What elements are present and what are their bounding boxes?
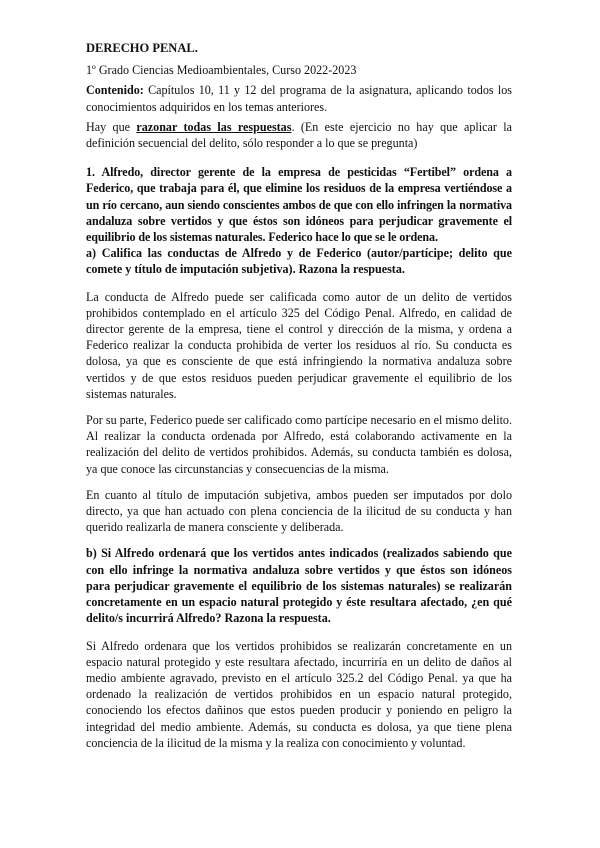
document-title: DERECHO PENAL.: [86, 41, 198, 55]
question-b: b) Si Alfredo ordenará que los vertidos antes indicados (realizados sabiendo que con ello infringe la normativa andaluza sobre vertidos y que éstos son idóneos para perjudicar gravemente el equilibrio de los sistemas naturales) se realizarán concretamente en un espacio natural protegido y éste resultara afectado, ¿en qué delito/s incurrirá Alfredo? Razona la respuesta.: [86, 546, 512, 626]
contenido-paragraph: [86, 82, 512, 114]
document-body: [86, 40, 512, 761]
answer-a-paragraph-3: En cuanto al título de imputación subjetiva, ambos pueden ser imputados por dolo directo, ya que han actuado con plena conciencia de la ilicitud de su conducta y han querido realizarla de manera consciente y deliberada.: [86, 487, 512, 535]
instructions-pre: Hay que: [86, 119, 137, 134]
instructions-paragraph: [86, 119, 512, 151]
answer-b-paragraph-1: Si Alfredo ordenara que los vertidos prohibidos se realizarán concretamente en un espacio natural protegido y este resultara afectado, incurriría en un delito de daños al medio ambiente agravado, previsto en el artículo 325.2 del Código Penal. ya que ha ordenado la realización de vertidos prohibidos en un espacio natural protegido, conociendo los efectos dañinos que estos pueden producir y poniendo en peligro la integridad del medio ambiente. Además, su conducta es dolosa, ya que tiene plena conciencia de la ilicitud de la misma y la realiza con conocimiento y voluntad.: [86, 638, 512, 750]
answer-a-paragraph-2: Por su parte, Federico puede ser calificado como partícipe necesario en el mismo delito. Al realizar la conducta ordenada por Alfredo, está colaborando activamente en la realización del delito de vertidos prohibidos. Además, su conducta también es dolosa, ya que conoce las circunstancias y consecuencias de la misma.: [86, 413, 512, 476]
contenido-text: Capítulos 10, 11 y 12 del programa de la asignatura, aplicando todos los conocimientos adquiridos en los temas anteriores.: [86, 83, 512, 114]
answer-a-paragraph-1: La conducta de Alfredo puede ser calificada como autor de un delito de vertidos prohibidos contemplado en el artículo 325 del Código Penal. Alfredo, en calidad de director gerente de la empresa, tiene el control y dirección de la misma, y ordena a Federico realizar la conducta prohibida de verter los residuos al río. Su conducta es dolosa, ya que es consciente de que está infringiendo la normativa andaluza sobre vertidos y de que estos residuos pueden perjudicar gravemente el equilibrio de los sistemas naturales.: [86, 289, 512, 401]
instructions-post: . (En este ejercicio no hay que aplicar la definición secuencial del delito, sólo responder a lo que se pregunta): [86, 119, 512, 151]
question-1-statement: 1. Alfredo, director gerente de la empresa de pesticidas “Fertibel” ordena a Federico, que trabaja para él, que elimine los residuos de la empresa vertiéndose a un río cercano, aun siendo conscientes ambos de que con ello infringen la normativa andaluza sobre vertidos y que éstos son idóneos para perjudicar gravemente el equilibrio de los sistemas naturales. Federico hace lo que se le ordena.: [86, 165, 512, 245]
contenido-label: Contenido:: [86, 83, 144, 98]
question-a: a) Califica las conductas de Alfredo y de Federico (autor/partícipe; delito que comete y título de imputación subjetiva). Razona la respuesta.: [86, 246, 512, 277]
instructions-emphasis: razonar todas las respuestas: [136, 119, 292, 134]
course-line: 1º Grado Ciencias Medioambientales, Curso 2022-2023: [86, 63, 357, 78]
